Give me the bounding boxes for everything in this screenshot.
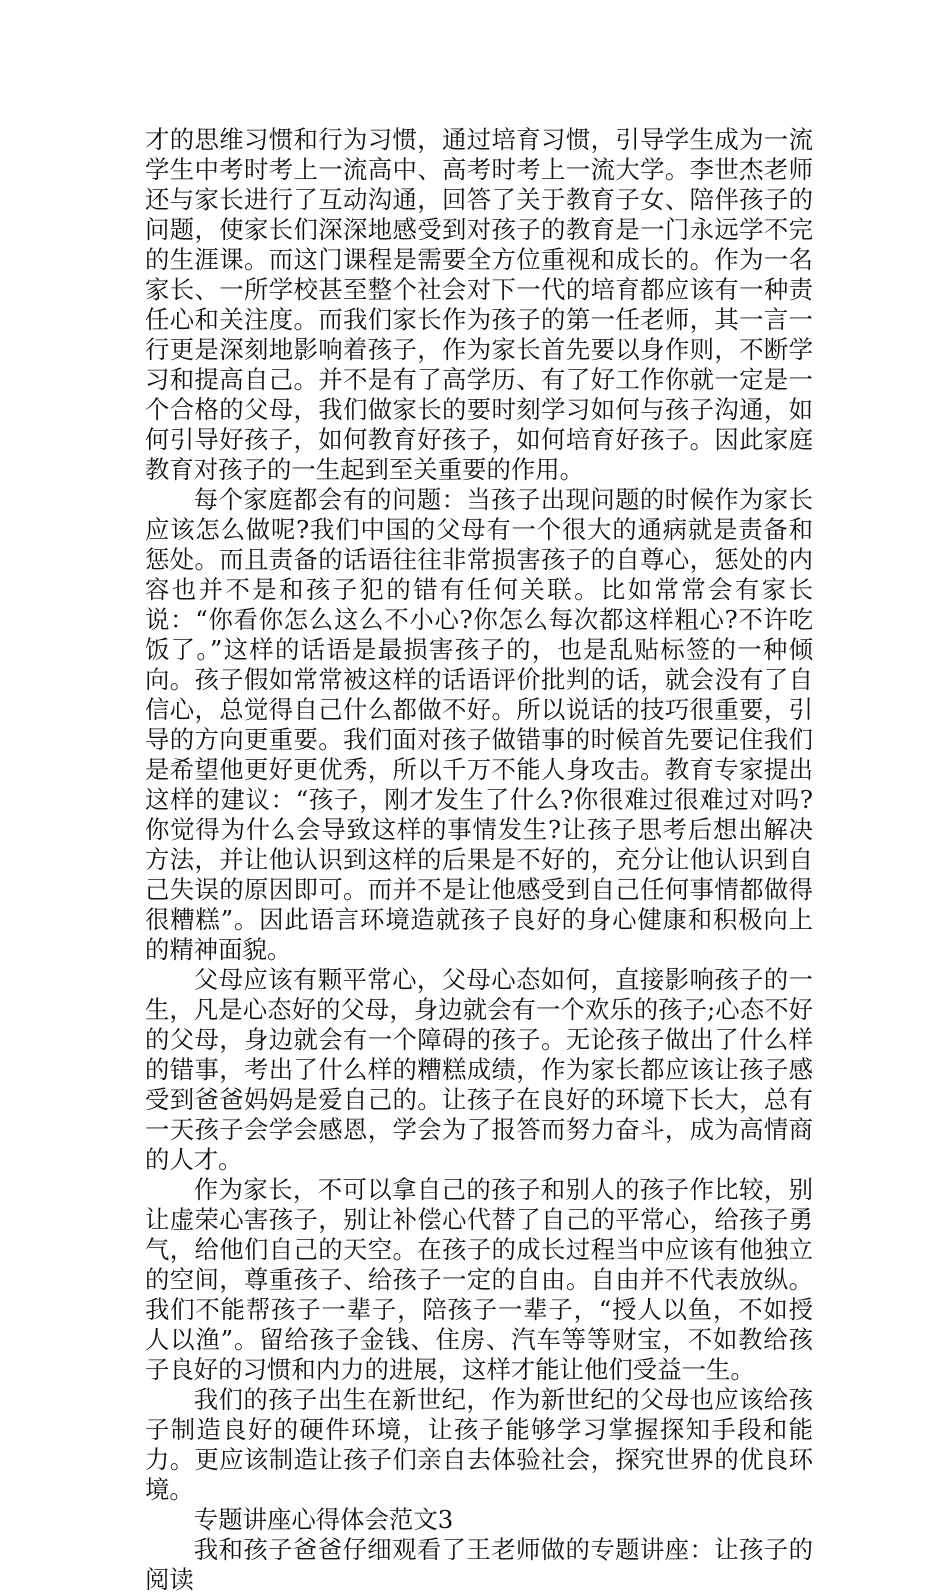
paragraph-3: 父母应该有颗平常心，父母心态如何，直接影响孩子的一生，凡是心态好的父母，身边就会有一个欢乐的孩子;心态不好的父母，身边就会有一个障碍的孩子。无论孩子做出了什么样的错事，考出了什么样的糟糕成绩，作为家长都应该让孩子感受到爸爸妈妈是爱自己的。让孩子在良好的环境下长大，总有一天孩子会学会感恩，学会为了报答而努力奋斗，成为高情商的人才。: [145, 965, 813, 1174]
paragraph-4: 作为家长，不可以拿自己的孩子和别人的孩子作比较，别让虚荣心害孩子，别让补偿心代替了自己的平常心，给孩子勇气，给他们自己的天空。在孩子的成长过程当中应该有他独立的空间，尊重孩子、给孩子一定的自由。自由并不代表放纵。我们不能帮孩子一辈子，陪孩子一辈子，“授人以鱼，不如授人以渔”。留给孩子金钱、住房、汽车等等财宝，不如教给孩子良好的习惯和内力的进展，这样才能让他们受益一生。: [145, 1175, 813, 1384]
paragraph-6: 我和孩子爸爸仔细观看了王老师做的专题讲座：让孩子的阅读: [145, 1535, 813, 1594]
paragraph-2: 每个家庭都会有的问题：当孩子出现问题的时候作为家长应该怎么做呢?我们中国的父母有一个很大的通病就是责备和惩处。而且责备的话语往往非常损害孩子的自尊心，惩处的内容也并不是和孩子犯的错有任何关联。比如常常会有家长说：“你看你怎么这么不小心?你怎么每次都这样粗心?不许吃饭了。”这样的话语是最损害孩子的，也是乱贴标签的一种倾向。孩子假如常常被这样的话语评价批判的话，就会没有了自信心，总觉得自己什么都做不好。所以说话的技巧很重要，引导的方向更重要。我们面对孩子做错事的时候首先要记住我们是希望他更好更优秀，所以千万不能人身攻击。教育专家提出这样的建议：“孩子，刚才发生了什么?你很难过很难过对吗?你觉得为什么会导致这样的事情发生?让孩子思考后想出解决方法，并让他认识到这样的后果是不好的，充分让他认识到自己失误的原因即可。而并不是让他感受到自己任何事情都做得很糟糕”。因此语言环境造就孩子良好的身心健康和积极向上的精神面貌。: [145, 485, 813, 964]
paragraph-1: 才的思维习惯和行为习惯，通过培育习惯，引导学生成为一流学生中考时考上一流高中、高考时考上一流大学。李世杰老师还与家长进行了互动沟通，回答了关于教育子女、陪伴孩子的问题，使家长们深深地感受到对孩子的教育是一门永远学不完的生涯课。而这门课程是需要全方位重视和成长的。作为一名家长、一所学校甚至整个社会对下一代的培育都应该有一种责任心和关注度。而我们家长作为孩子的第一任老师，其一言一行更是深刻地影响着孩子，作为家长首先要以身作则，不断学习和提高自己。并不是有了高学历、有了好工作你就一定是一个合格的父母，我们做家长的要时刻学习如何与孩子沟通，如何引导好孩子，如何教育好孩子，如何培育好孩子。因此家庭教育对孩子的一生起到至关重要的作用。: [145, 125, 813, 484]
document-body: [145, 125, 813, 1595]
paragraph-5: 我们的孩子出生在新世纪，作为新世纪的父母也应该给孩子制造良好的硬件环境，让孩子能够学习掌握探知手段和能力。更应该制造让孩子们亲自去体验社会，探究世界的优良环境。: [145, 1385, 813, 1504]
section-heading: 专题讲座心得体会范文3: [193, 1505, 454, 1534]
